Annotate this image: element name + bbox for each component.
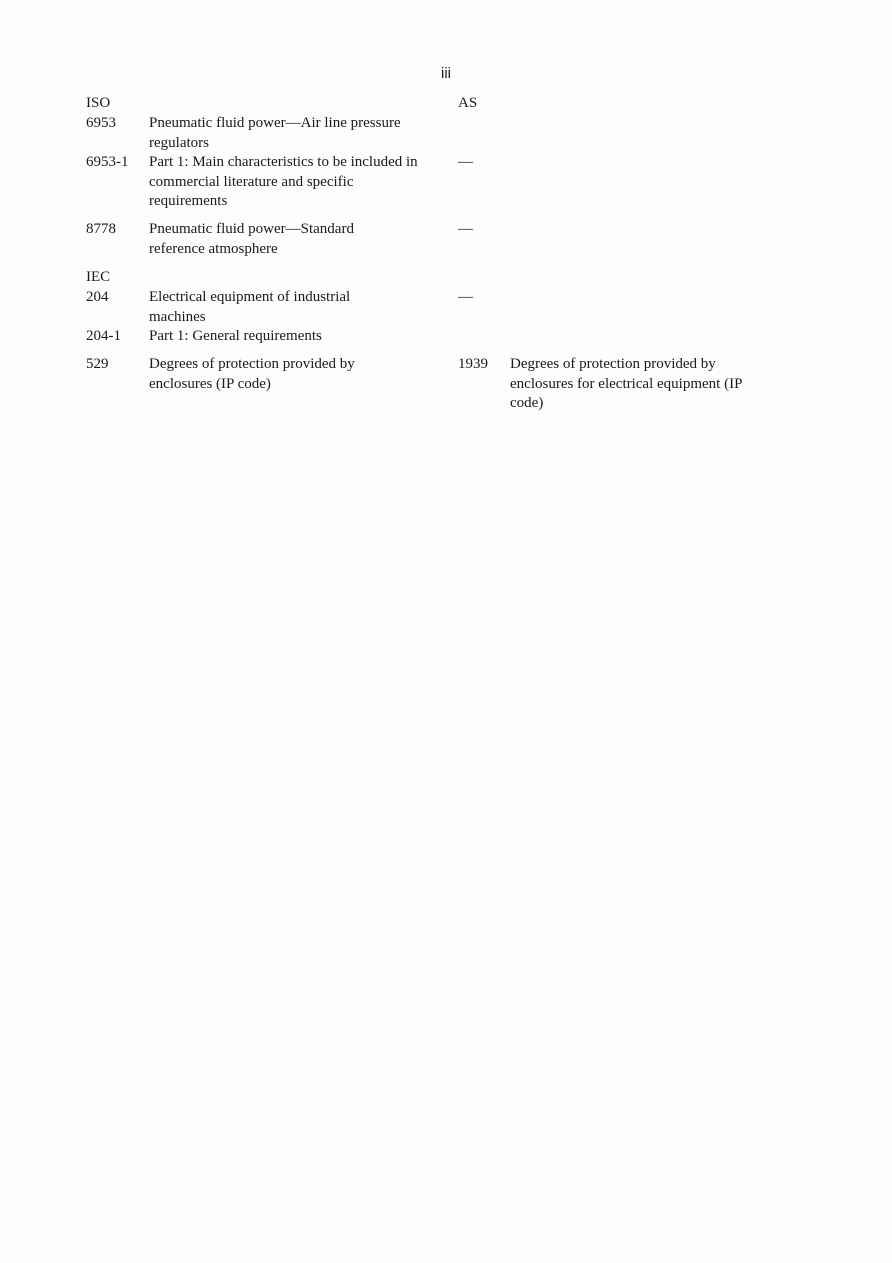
standard-number: 6953-1	[86, 154, 129, 170]
standard-number: 529	[86, 356, 109, 372]
table-row	[86, 153, 806, 211]
as-standard-number: —	[458, 154, 473, 170]
as-standard-number: —	[458, 289, 473, 305]
standard-number: 8778	[86, 221, 116, 237]
standard-number: 204-1	[86, 328, 121, 344]
iec-header-row	[86, 268, 806, 288]
table-row	[86, 327, 806, 346]
iec-header: IEC	[86, 269, 111, 285]
page-number: iii	[441, 65, 451, 82]
standard-title: Part 1: Main characteristics to be included in commercial literature and specific requirements	[149, 154, 418, 209]
table-row	[86, 355, 806, 413]
table-row	[86, 288, 806, 327]
standards-table	[86, 94, 806, 413]
standard-number: 204	[86, 289, 109, 305]
as-standard-number: 1939	[458, 356, 488, 372]
standard-title: Degrees of protection provided by enclosures (IP code)	[149, 356, 355, 392]
standard-title: Pneumatic fluid power—Air line pressure regulators	[149, 115, 401, 151]
table-row	[86, 114, 806, 153]
as-standard-title: Degrees of protection provided by enclosures for electrical equipment (IP code)	[510, 356, 742, 411]
standard-title: Electrical equipment of industrial machines	[149, 289, 351, 325]
iso-header: ISO	[86, 95, 111, 111]
standard-title: Part 1: General requirements	[149, 328, 322, 344]
as-header: AS	[458, 95, 478, 111]
standard-title: Pneumatic fluid power—Standard reference atmosphere	[149, 221, 354, 257]
standard-number: 6953	[86, 115, 116, 131]
as-standard-number: —	[458, 221, 473, 237]
table-row	[86, 220, 806, 259]
iso-header-row	[86, 94, 806, 114]
